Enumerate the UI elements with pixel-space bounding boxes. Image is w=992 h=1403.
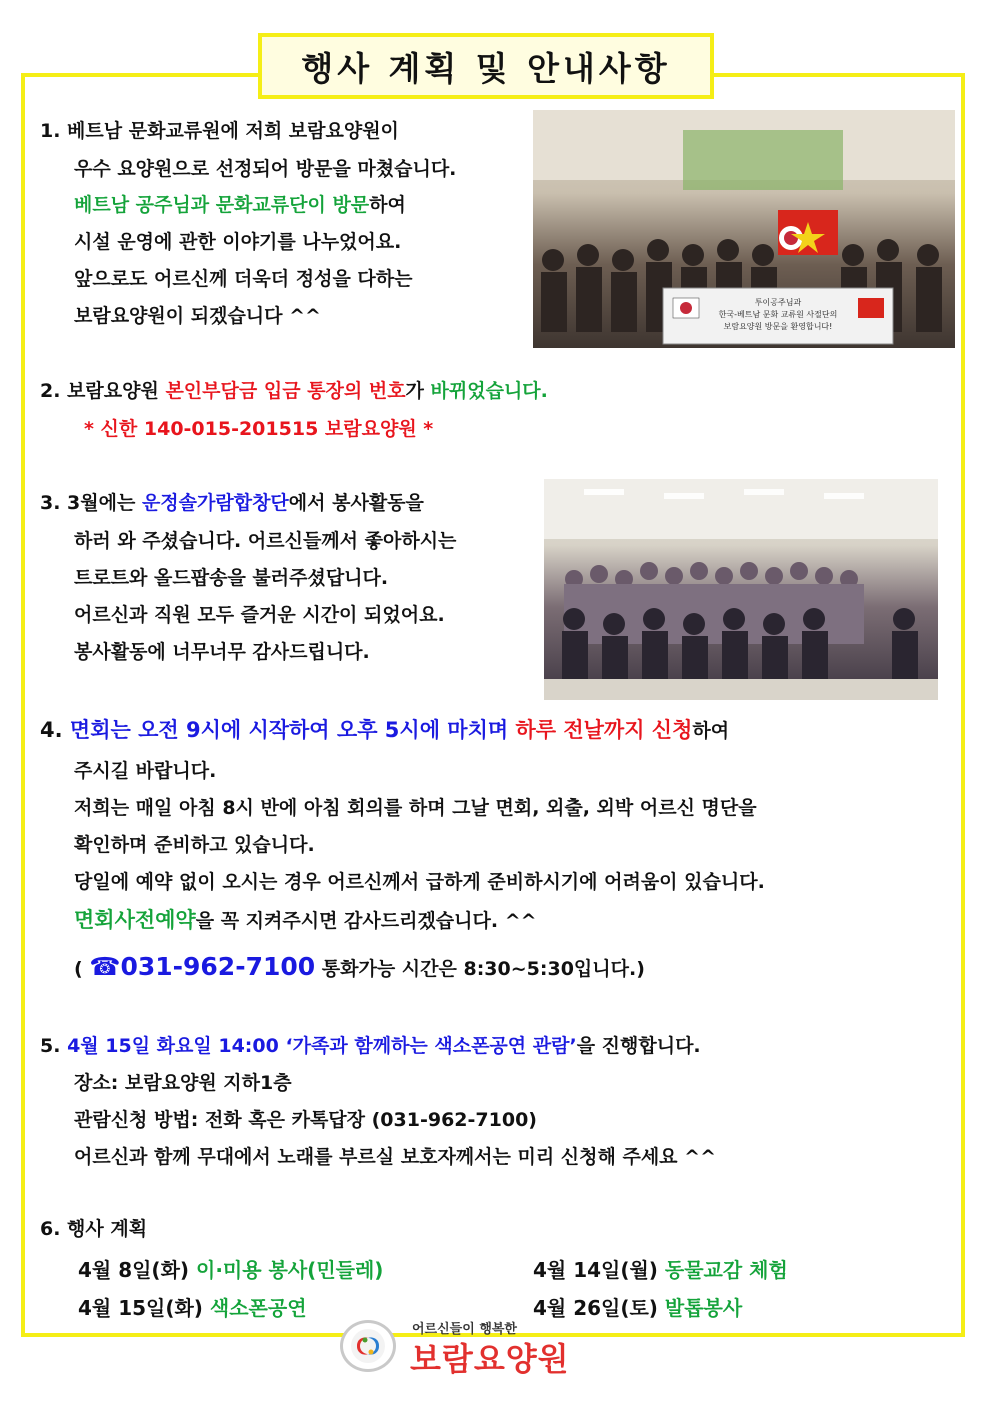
section4-line1 (40, 718, 729, 743)
section5-line3: 관람신청 방법: 전화 혹은 카톡답장 (031-962-7100) (74, 1109, 537, 1131)
section4-line6-rest: 을 꼭 지켜주시면 감사드리겠습니다. ^^ (195, 910, 537, 932)
event-item (78, 1296, 307, 1320)
section6-heading: 6. 행사 계획 (40, 1218, 148, 1240)
section4-phone-line (74, 952, 645, 982)
section5-rest: 을 진행합니다. (576, 1035, 701, 1057)
section4-line6 (74, 908, 537, 933)
section1-line3-rest: 하여 (369, 194, 406, 216)
event-name: 이·미용 봉사(민들레) (196, 1258, 384, 1282)
section3-line2: 하러 와 주셨습니다. 어르신들께서 좋아하시는 (74, 530, 457, 552)
event-item (78, 1258, 383, 1282)
section1-line4: 시설 운영에 관한 이야기를 나누었어요. (74, 231, 402, 253)
event-date: 4월 26일(토) (533, 1296, 658, 1320)
section1-line2: 우수 요양원으로 선정되어 방문을 마쳤습니다. (74, 158, 457, 180)
vietnam-visit-photo (533, 110, 955, 348)
section4-line2: 주시길 바랍니다. (74, 760, 217, 782)
section3-line4: 어르신과 직원 모두 즐거운 시간이 되었어요. (74, 604, 445, 626)
section1-highlight: 베트남 공주님과 문화교류단이 방문 (74, 194, 370, 216)
section3-prefix: 3. 3월에는 (40, 492, 142, 514)
section2-prefix: 2. 보람요양원 (40, 380, 166, 402)
section5-line1 (40, 1035, 701, 1058)
event-name: 발톱봉사 (664, 1296, 743, 1320)
section3-line5: 봉사활동에 너무너무 감사드립니다. (74, 641, 370, 663)
section4-line4: 확인하며 준비하고 있습니다. (74, 834, 315, 856)
vietnam-visit-photo-drawing (533, 110, 955, 348)
section4-highlight-blue: 면회는 오전 9시에 시작하여 오후 5시에 마치며 (69, 718, 509, 742)
section2-highlight-green: 바뀌었습니다. (430, 380, 548, 402)
section4-num: 4. (40, 718, 63, 742)
choir-volunteer-photo (544, 479, 938, 700)
section3-line3: 트로트와 올드팝송을 불러주셨답니다. (74, 567, 389, 589)
phone-number: ☎031-962-7100 (89, 952, 316, 981)
section4-line5: 당일에 예약 없이 오시는 경우 어르신께서 급하게 준비하시기에 어려움이 있습니다. (74, 871, 765, 893)
section5-num: 5. (40, 1035, 61, 1057)
logo-tagline: 어르신들이 행복한 (412, 1322, 517, 1337)
banner-line1: 투이공주님과 (754, 298, 802, 307)
banner-line2: 한국-베트남 문화 교류원 사절단의 (718, 310, 838, 319)
page-title: 행사 계획 및 안내사항 (301, 48, 671, 88)
banner-line3: 보람요양원 방문을 환영합니다! (723, 322, 833, 331)
event-date: 4월 8일(화) (78, 1258, 190, 1282)
logo-name: 보람요양원 (410, 1340, 570, 1378)
event-name: 색소폰공연 (209, 1296, 307, 1320)
section3-rest: 에서 봉사활동을 (288, 492, 424, 514)
choir-volunteer-photo-drawing (544, 479, 938, 700)
section4-reservation-highlight: 면회사전예약 (74, 908, 196, 932)
title-box (258, 33, 714, 99)
event-item (533, 1258, 788, 1282)
event-date: 4월 14일(월) (533, 1258, 658, 1282)
section1-line5: 앞으로도 어르신께 더욱더 정성을 다하는 (74, 268, 413, 290)
section4-rest: 하여 (692, 720, 730, 742)
section4-highlight-red: 하루 전날까지 신청 (515, 718, 693, 742)
section1-line3 (74, 194, 406, 217)
event-name: 동물교감 체험 (664, 1258, 788, 1282)
section3-highlight: 운정솔가람합창단 (141, 492, 289, 514)
section1-line1: 1. 베트남 문화교류원에 저희 보람요양원이 (40, 120, 399, 142)
phone-hours: 통화가능 시간은 8:30~5:30입니다.) (321, 958, 645, 980)
boram-logo (340, 1316, 612, 1376)
section3-line1 (40, 492, 424, 515)
section5-highlight: 4월 15일 화요일 14:00 ‘가족과 함께하는 색소폰공연 관람’ (67, 1035, 577, 1057)
event-date: 4월 15일(화) (78, 1296, 203, 1320)
logo-emblem-icon (340, 1320, 396, 1372)
section2-highlight-red: 본인부담금 입금 통장의 번호 (165, 380, 406, 402)
section2-line1 (40, 380, 548, 403)
section5-line2: 장소: 보람요양원 지하1층 (74, 1072, 292, 1094)
section1-line6: 보람요양원이 되겠습니다 ^^ (74, 305, 321, 327)
section2-middle: 가 (405, 380, 431, 402)
account-number: * 신한 140-015-201515 보람요양원 * (84, 418, 434, 440)
phone-open-paren: ( (74, 958, 83, 980)
section5-line4: 어르신과 함께 무대에서 노래를 부르실 보호자께서는 미리 신청해 주세요 ^^ (74, 1146, 716, 1168)
section4-line3: 저희는 매일 아침 8시 반에 아침 회의를 하며 그날 면회, 외출, 외박 어르신 명단을 (74, 797, 757, 819)
